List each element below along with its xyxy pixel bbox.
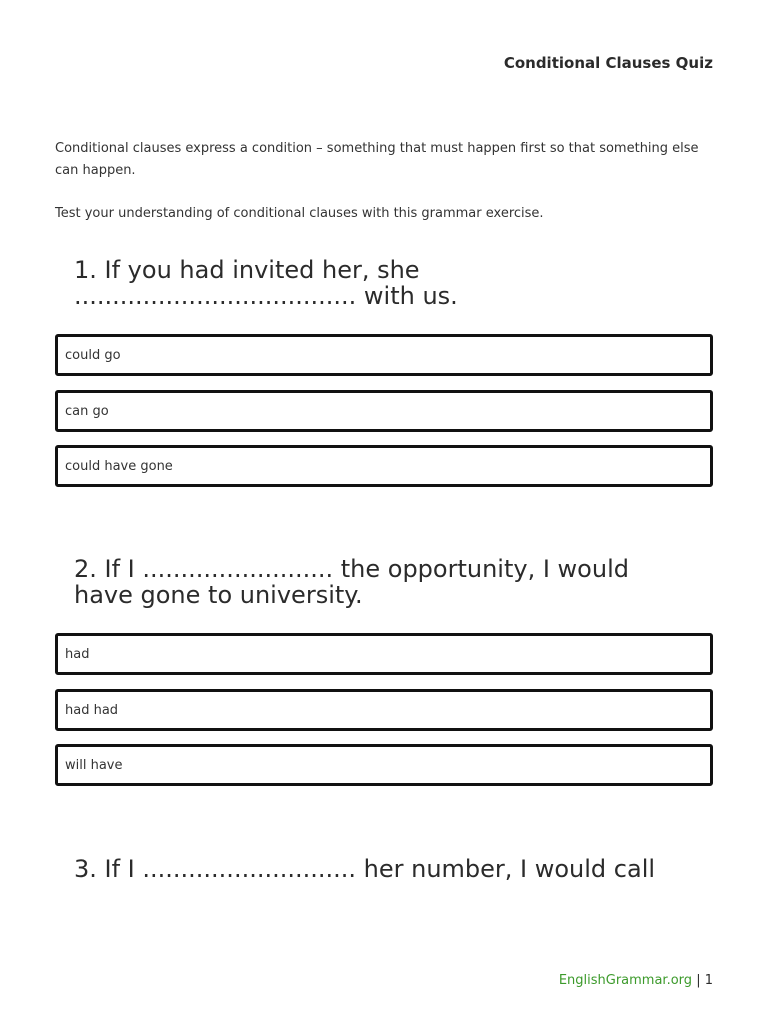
answer-option-label: had had: [65, 702, 119, 718]
page-footer: [559, 973, 713, 988]
intro-paragraph-1: Conditional clauses express a condition – something that must happen first so that something else can happen.: [55, 141, 699, 178]
footer-brand-link[interactable]: EnglishGrammar.org: [558, 973, 693, 988]
answer-option[interactable]: [55, 445, 713, 487]
answer-option[interactable]: [55, 390, 713, 432]
footer-page-number: 1: [704, 973, 713, 988]
question-2-text: 2. If I ......................... the opportunity, I would have gone to university.: [74, 555, 629, 609]
question-3-text: 3. If I ............................ her number, I would call: [74, 855, 656, 883]
answer-option[interactable]: [55, 744, 713, 786]
answer-option[interactable]: [55, 633, 713, 675]
answer-option-label: could go: [65, 347, 121, 363]
answer-option[interactable]: [55, 334, 713, 376]
answer-option-label: could have gone: [65, 458, 173, 474]
answer-option-label: can go: [65, 403, 109, 419]
intro-paragraph-2: Test your understanding of conditional clauses with this grammar exercise.: [55, 206, 544, 221]
answer-option[interactable]: [55, 689, 713, 731]
page-header-title: Conditional Clauses Quiz: [503, 54, 713, 72]
answer-option-label: will have: [65, 757, 123, 773]
question-1-text: 1. If you had invited her, she ..................................... with us.: [74, 256, 458, 310]
answer-option-label: had: [65, 646, 90, 662]
footer-separator: |: [696, 973, 701, 988]
